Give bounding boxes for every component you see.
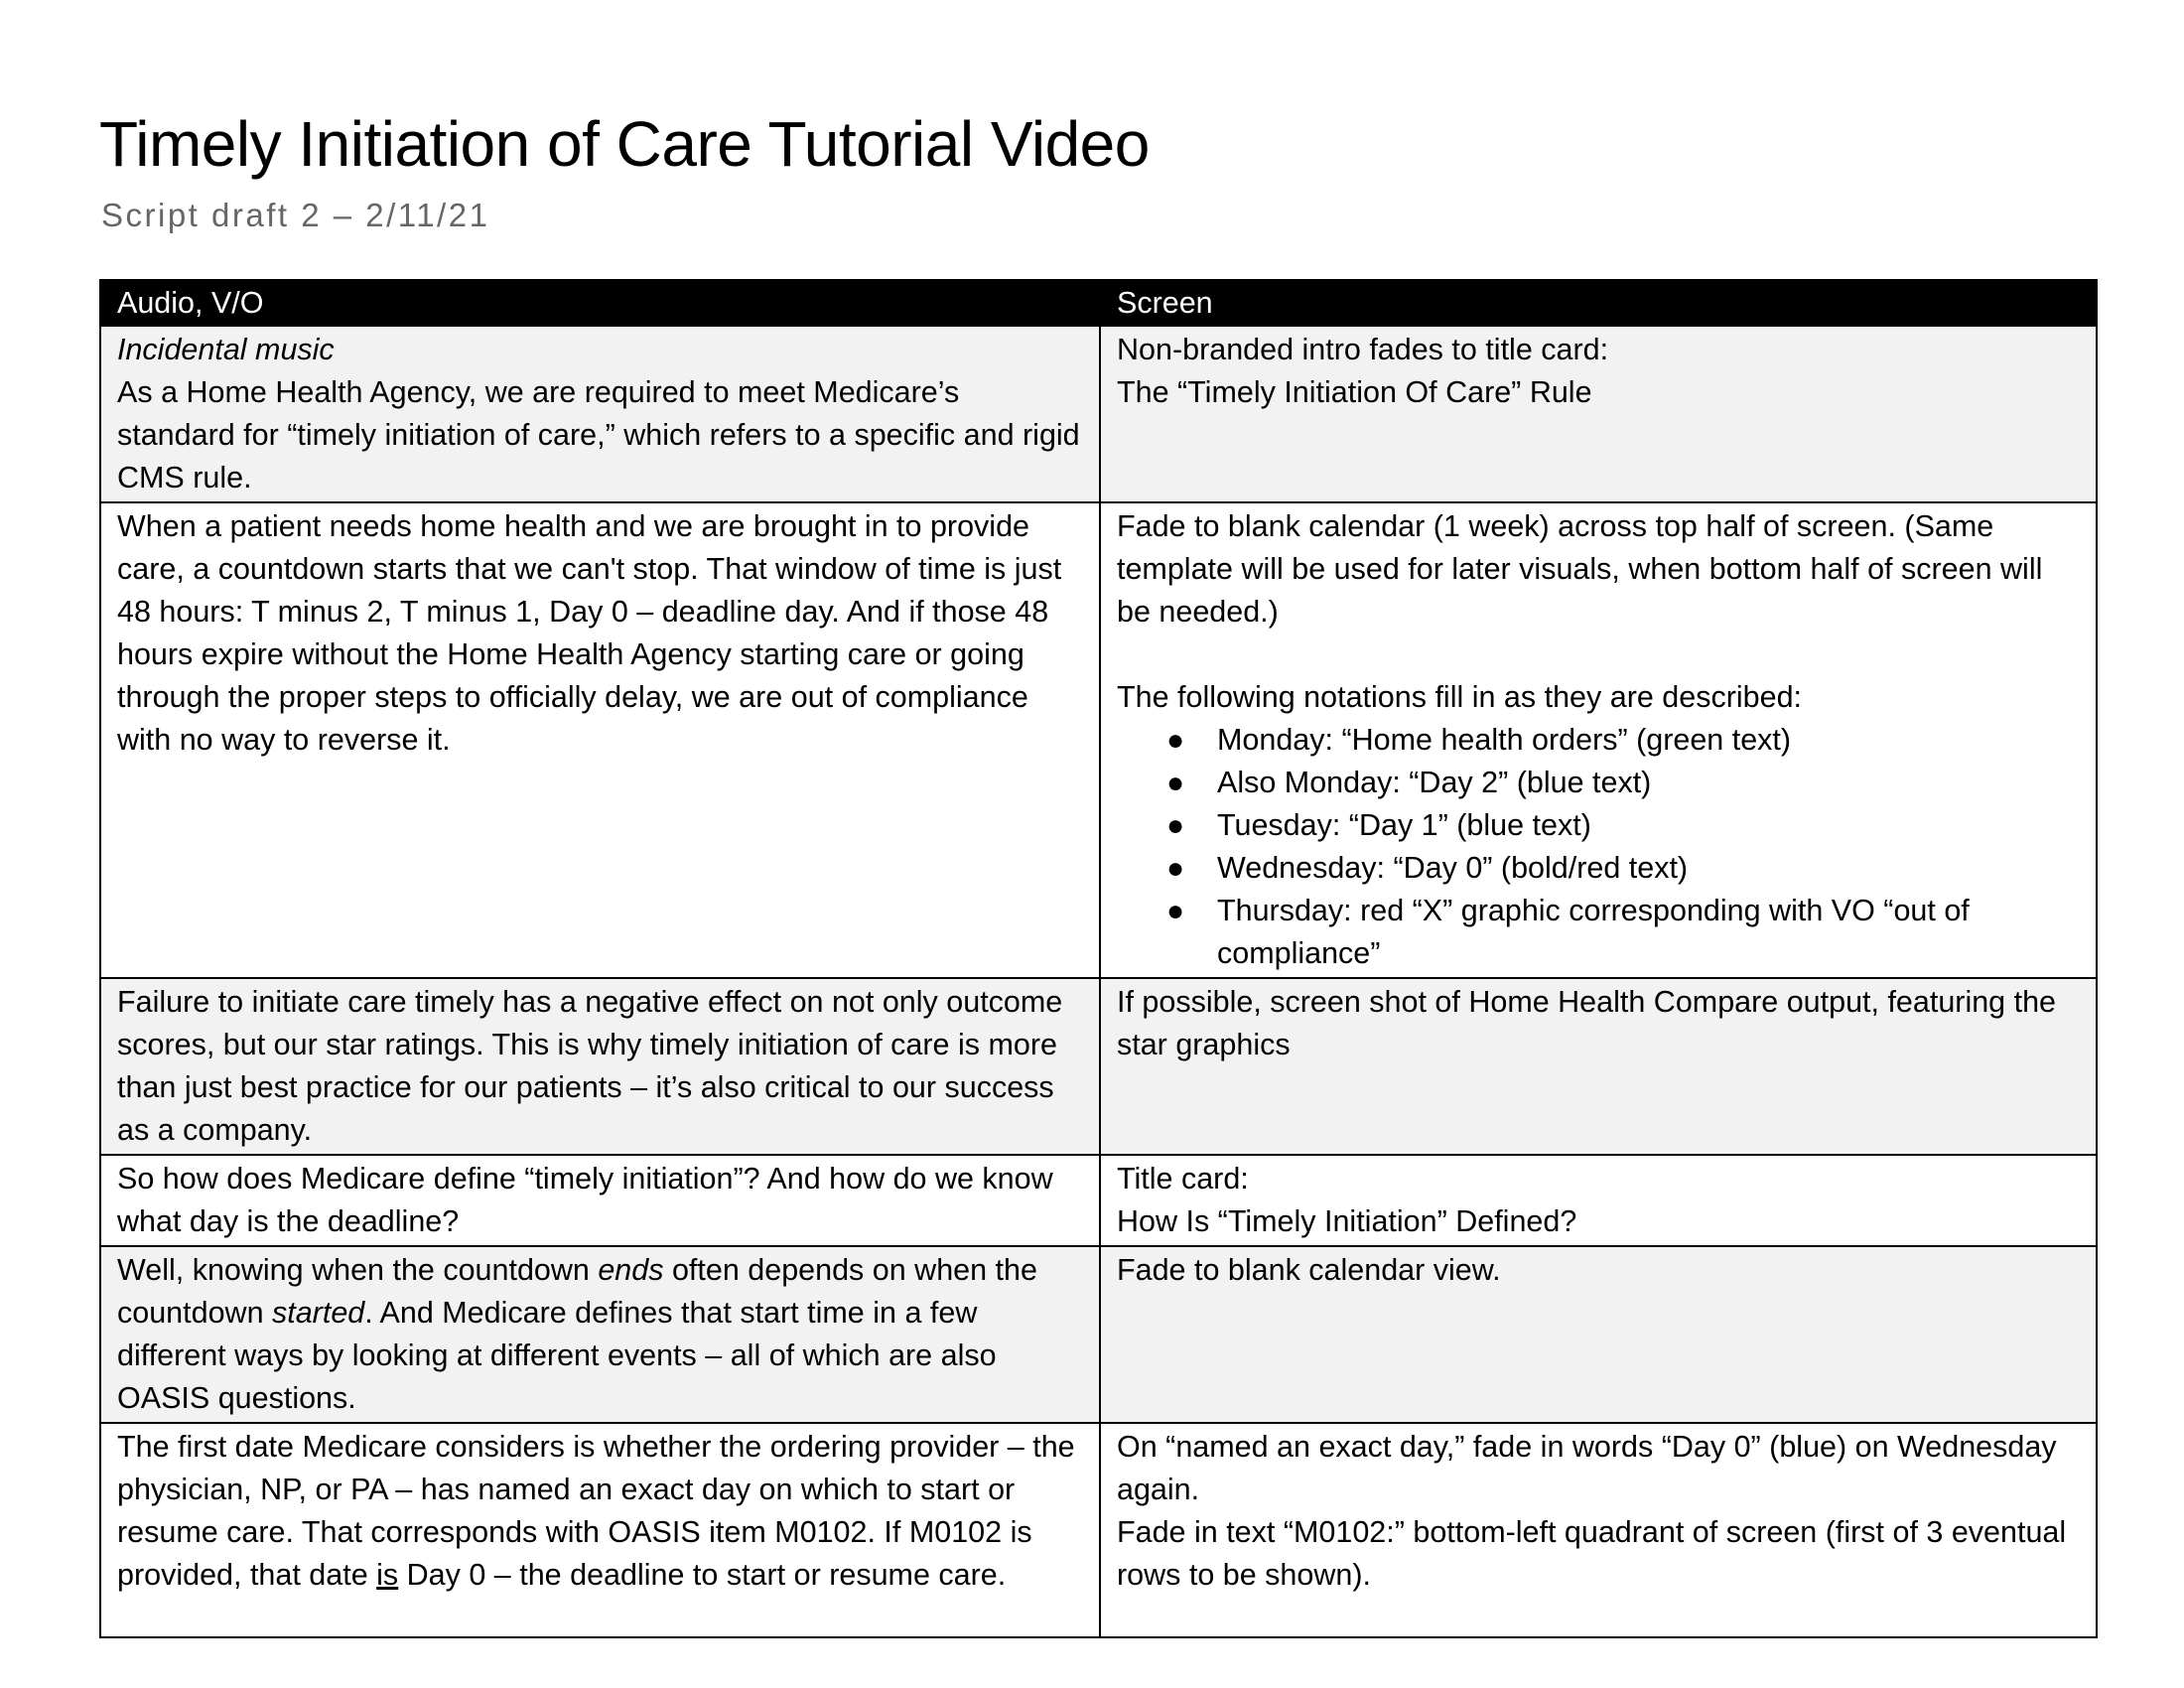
table-row	[100, 326, 2097, 502]
bullet-icon: ●	[1166, 895, 1185, 927]
document-title: Timely Initiation of Care Tutorial Video	[99, 108, 1150, 180]
audio-text: Incidental music	[117, 333, 335, 366]
header-audio: Audio, V/O	[100, 280, 1100, 326]
screen-text: Fade to blank calendar (1 week) across top half of screen. (Same template will be used for later visuals, when bottom half of screen will be needed.)	[1117, 509, 2043, 629]
bullet-icon: ●	[1166, 809, 1185, 842]
bullet-icon: ●	[1166, 724, 1185, 757]
audio-text: Well, knowing when the countdown ends often depends on when the countdown started. And Medicare defines that start time in a few different ways by looking at different events – all of which are also OASIS questions.	[117, 1253, 1037, 1415]
audio-text: The first date Medicare considers is whether the ordering provider – the physician, NP, or PA – has named an exact day on which to start or resume care. That corresponds with OASIS item M0102. If M0102 is provided, that date is Day 0 – the deadline to start or resume care.	[117, 1430, 1075, 1592]
audio-cell	[100, 326, 1100, 502]
screen-text: The “Timely Initiation Of Care” Rule	[1117, 375, 1592, 409]
table-row	[100, 1423, 2097, 1637]
screen-cell	[1100, 1155, 2097, 1246]
bullet-icon: ●	[1166, 767, 1185, 799]
audio-cell	[100, 978, 1100, 1155]
document-subtitle: Script draft 2 – 2/11/21	[101, 197, 490, 233]
audio-cell	[100, 1246, 1100, 1423]
table-row	[100, 1246, 2097, 1423]
screen-text: How Is “Timely Initiation” Defined?	[1117, 1204, 1577, 1238]
bullet-icon: ●	[1166, 852, 1185, 885]
screen-text: On “named an exact day,” fade in words “Day 0” (blue) on Wednesday again.	[1117, 1430, 2057, 1506]
list-item: ● Thursday: red “X” graphic corresponding with VO “out of compliance”	[1117, 890, 2082, 975]
screen-text: Fade to blank calendar view.	[1117, 1253, 1501, 1287]
table-header-row	[100, 280, 2097, 326]
audio-text: As a Home Health Agency, we are required to meet Medicare’s standard for “timely initiation of care,” which refers to a specific and rigid CMS rule.	[117, 375, 1080, 494]
audio-text: When a patient needs home health and we are brought in to provide care, a countdown starts that we can't stop. That window of time is just 48 hours: T minus 2, T minus 1, Day 0 – deadline day. And if those 48 hours expire without the Home Health Agency starting care or going through the proper steps to officially delay, we are out of compliance with no way to reverse it.	[117, 509, 1062, 757]
script-table	[99, 279, 2098, 1638]
audio-cell	[100, 1155, 1100, 1246]
header-screen: Screen	[1100, 280, 2097, 326]
screen-cell	[1100, 978, 2097, 1155]
screen-cell	[1100, 502, 2097, 978]
audio-text: Failure to initiate care timely has a negative effect on not only outcome scores, but our star ratings. This is why timely initiation of care is more than just best practice for our patients – it’s also critical to our success as a company.	[117, 985, 1063, 1147]
table-row	[100, 502, 2097, 978]
audio-cell	[100, 1423, 1100, 1637]
audio-cell	[100, 502, 1100, 978]
list-item: ● Monday: “Home health orders” (green text)	[1117, 719, 2082, 762]
screen-cell	[1100, 326, 2097, 502]
audio-text: So how does Medicare define “timely initiation”? And how do we know what day is the deadline?	[117, 1162, 1053, 1238]
list-item: ● Tuesday: “Day 1” (blue text)	[1117, 804, 2082, 847]
screen-text: If possible, screen shot of Home Health Compare output, featuring the star graphics	[1117, 985, 2057, 1061]
table-row	[100, 978, 2097, 1155]
list-item: ● Also Monday: “Day 2” (blue text)	[1117, 762, 2082, 804]
screen-text: The following notations fill in as they are described:	[1117, 680, 1803, 714]
list-item: ● Wednesday: “Day 0” (bold/red text)	[1117, 847, 2082, 890]
screen-text: Fade in text “M0102:” bottom-left quadrant of screen (first of 3 eventual rows to be shown).	[1117, 1515, 2067, 1592]
screen-cell	[1100, 1423, 2097, 1637]
notation-list	[1117, 719, 2082, 975]
screen-cell	[1100, 1246, 2097, 1423]
screen-text: Title card:	[1117, 1162, 1249, 1196]
table-row	[100, 1155, 2097, 1246]
screen-text: Non-branded intro fades to title card:	[1117, 333, 1609, 366]
spacer	[1117, 633, 2082, 676]
